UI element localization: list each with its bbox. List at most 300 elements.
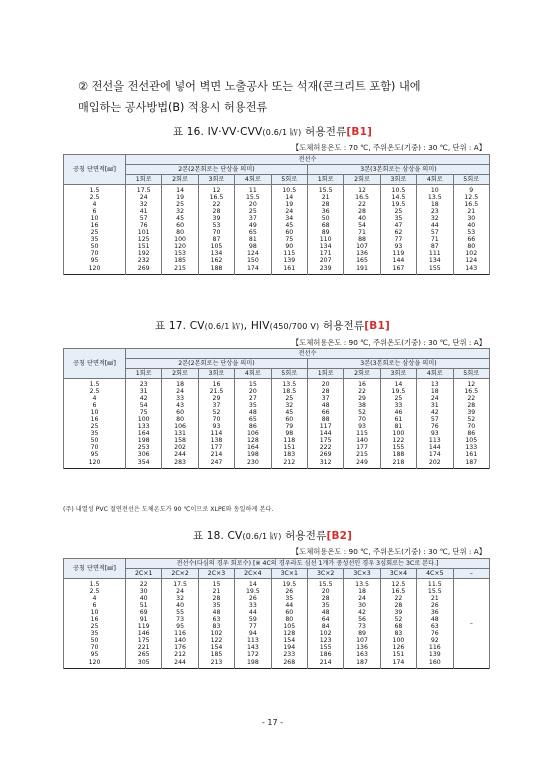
value-cell: 305 (126, 659, 162, 669)
value-cell: 151 (380, 651, 416, 658)
header-circuit: 4회로 (417, 369, 453, 379)
value-cell: 35 (235, 402, 271, 409)
value-cell: 57 (417, 416, 453, 423)
value-cell: 106 (162, 423, 198, 430)
value-cell: 198 (235, 451, 271, 458)
value-cell: 244 (162, 451, 198, 458)
value-cell: 37 (235, 215, 271, 222)
value-cell: 222 (307, 444, 343, 451)
table-16 (63, 154, 490, 275)
value-cell: 20 (307, 588, 343, 595)
value-cell: 22 (126, 579, 162, 589)
value-cell: 22 (344, 388, 380, 395)
value-cell: 28 (344, 208, 380, 215)
value-cell: 18 (162, 379, 198, 389)
table-row (64, 257, 490, 264)
value-cell: 73 (344, 623, 380, 630)
table-row (64, 651, 490, 658)
value-cell: 80 (162, 229, 198, 236)
value-cell: 76 (126, 222, 162, 229)
value-cell: 133 (126, 423, 162, 430)
value-cell: 45 (271, 222, 307, 229)
size-cell: 16 (64, 222, 126, 229)
value-cell: 16.5 (453, 201, 489, 208)
value-cell: 48 (235, 409, 271, 416)
value-cell: 66 (453, 236, 489, 243)
value-cell: 76 (417, 423, 453, 430)
value-cell: 47 (380, 222, 416, 229)
value-cell: 120 (162, 243, 198, 250)
value-cell: 36 (417, 609, 453, 616)
value-cell: 33 (162, 395, 198, 402)
value-cell: 194 (271, 644, 307, 651)
value-cell: 265 (126, 651, 162, 658)
value-cell: 18 (344, 588, 380, 595)
header-circuit: 2회로 (344, 369, 380, 379)
value-cell: 32 (162, 208, 198, 215)
value-cell: 191 (344, 265, 380, 275)
table-row (64, 402, 490, 409)
value-cell: 19.5 (380, 201, 416, 208)
table-row (64, 644, 490, 651)
value-cell: 113 (417, 437, 453, 444)
value-cell: 41 (126, 208, 162, 215)
value-cell: 83 (198, 623, 234, 630)
value-cell: 75 (126, 409, 162, 416)
size-cell: 35 (64, 630, 126, 637)
value-cell: 43 (162, 402, 198, 409)
header-circuit: 3회로 (380, 175, 416, 185)
size-cell: 4 (64, 595, 126, 602)
value-cell: 42 (344, 609, 380, 616)
value-cell: 31 (417, 402, 453, 409)
value-cell: 20 (235, 201, 271, 208)
value-cell: 11.5 (417, 579, 453, 589)
value-cell: 27 (235, 395, 271, 402)
value-cell: 212 (162, 651, 198, 658)
header-circuit: 2C×3 (198, 569, 234, 579)
value-cell: 33 (235, 602, 271, 609)
value-cell: 134 (198, 250, 234, 257)
value-cell: 91 (126, 616, 162, 623)
table-row (64, 616, 490, 623)
value-cell: 154 (198, 644, 234, 651)
value-cell: 161 (453, 451, 489, 458)
value-cell: 139 (417, 651, 453, 658)
value-cell: 139 (271, 257, 307, 264)
size-cell: 1.5 (64, 185, 126, 195)
value-cell: 18 (417, 201, 453, 208)
size-cell: 10 (64, 409, 126, 416)
value-cell: 60 (162, 222, 198, 229)
value-cell: 102 (307, 630, 343, 637)
value-cell: 45 (271, 409, 307, 416)
value-cell: 70 (198, 416, 234, 423)
value-cell: 92 (417, 637, 453, 644)
table-row (64, 215, 490, 222)
value-cell: 163 (344, 651, 380, 658)
value-cell: 21 (307, 194, 343, 201)
value-cell: 161 (271, 265, 307, 275)
value-cell: 88 (344, 236, 380, 243)
table-17-tag: [B1] (364, 320, 390, 332)
value-cell: 48 (307, 402, 343, 409)
value-cell: 73 (162, 616, 198, 623)
value-cell: 20 (235, 388, 271, 395)
value-cell: 12 (453, 379, 489, 389)
value-cell: 306 (126, 451, 162, 458)
value-cell: 45 (162, 215, 198, 222)
value-cell: 175 (126, 637, 162, 644)
value-cell: 57 (417, 229, 453, 236)
table-row (64, 208, 490, 215)
header-circuit: 3C×4 (380, 569, 416, 579)
value-cell: 212 (271, 459, 307, 469)
value-cell: 36 (307, 208, 343, 215)
header-circuit: 5회로 (453, 175, 489, 185)
value-cell: 215 (344, 451, 380, 458)
value-cell: 28 (307, 388, 343, 395)
value-cell: 53 (453, 229, 489, 236)
section-heading (78, 76, 508, 118)
value-cell: 14 (235, 579, 271, 589)
value-cell: 11 (235, 185, 271, 195)
table-row (64, 444, 490, 451)
value-cell: 151 (271, 444, 307, 451)
table-row (64, 423, 490, 430)
value-cell: 12.5 (380, 579, 416, 589)
value-cell: 105 (271, 623, 307, 630)
value-cell: 81 (235, 236, 271, 243)
value-cell: 14 (271, 194, 307, 201)
size-cell: 95 (64, 651, 126, 658)
value-cell: 15.5 (307, 185, 343, 195)
value-cell: 33 (380, 402, 416, 409)
value-cell: 10 (417, 185, 453, 195)
value-cell: 185 (198, 651, 234, 658)
value-cell: 105 (198, 243, 234, 250)
value-cell: 12 (344, 185, 380, 195)
size-cell: 70 (64, 250, 126, 257)
header-group-a: 2본(2본회로는 단상을 의미) (126, 165, 308, 175)
value-cell: 15.5 (417, 588, 453, 595)
value-cell: 187 (453, 459, 489, 469)
value-cell: 122 (380, 437, 416, 444)
value-cell: 89 (307, 229, 343, 236)
value-cell: 70 (453, 423, 489, 430)
value-cell: 192 (126, 250, 162, 257)
value-cell: 40 (162, 602, 198, 609)
value-cell: 143 (235, 644, 271, 651)
value-cell: 140 (344, 437, 380, 444)
value-cell: 63 (198, 616, 234, 623)
value-cell: 56 (344, 616, 380, 623)
value-cell: 17.5 (162, 579, 198, 589)
table-row (64, 229, 490, 236)
value-cell: 94 (235, 630, 271, 637)
size-cell: 2.5 (64, 588, 126, 595)
value-cell: 26 (271, 588, 307, 595)
value-cell: 128 (235, 437, 271, 444)
size-cell: 25 (64, 623, 126, 630)
value-cell: 24 (126, 194, 162, 201)
value-cell: 14.5 (380, 194, 416, 201)
value-cell: 44 (235, 609, 271, 616)
value-cell: 22 (198, 201, 234, 208)
value-cell: 35 (380, 215, 416, 222)
value-cell: 164 (126, 430, 162, 437)
value-cell: 29 (198, 395, 234, 402)
value-cell: 125 (126, 236, 162, 243)
value-cell: 83 (380, 630, 416, 637)
value-cell: 198 (235, 659, 271, 669)
value-cell: 172 (235, 651, 271, 658)
value-cell: 61 (380, 416, 416, 423)
dash-cell: – (453, 579, 489, 669)
value-cell: 177 (344, 444, 380, 451)
value-cell: 25 (162, 201, 198, 208)
size-cell: 2.5 (64, 194, 126, 201)
table-row (64, 416, 490, 423)
size-cell: 16 (64, 616, 126, 623)
value-cell: 102 (198, 630, 234, 637)
value-cell: 60 (271, 609, 307, 616)
value-cell: 77 (380, 236, 416, 243)
value-cell: 89 (344, 630, 380, 637)
value-cell: 215 (162, 265, 198, 275)
header-circuit: – (453, 569, 489, 579)
value-cell: 113 (235, 637, 271, 644)
header-circuit: 3C×2 (307, 569, 343, 579)
size-cell: 95 (64, 451, 126, 458)
value-cell: 60 (162, 409, 198, 416)
value-cell: 119 (126, 623, 162, 630)
value-cell: 37 (198, 402, 234, 409)
value-cell: 144 (307, 430, 343, 437)
value-cell: 174 (235, 265, 271, 275)
value-cell: 28 (453, 402, 489, 409)
value-cell: 269 (307, 451, 343, 458)
table-row (64, 430, 490, 437)
value-cell: 95 (162, 623, 198, 630)
value-cell: 49 (235, 222, 271, 229)
header-group-a: 2본(2본회로는 단상을 의미) (126, 359, 308, 369)
header-circuit: 2회로 (162, 369, 198, 379)
value-cell: 146 (126, 630, 162, 637)
value-cell: 79 (271, 423, 307, 430)
table-18 (63, 558, 490, 669)
value-cell: 174 (380, 659, 416, 669)
size-cell: 50 (64, 637, 126, 644)
value-cell: 100 (126, 416, 162, 423)
table-row (64, 437, 490, 444)
size-cell: 25 (64, 229, 126, 236)
value-cell: 34 (271, 215, 307, 222)
value-cell: 14 (380, 379, 416, 389)
value-cell: 37 (307, 395, 343, 402)
value-cell: 16.5 (344, 194, 380, 201)
value-cell: 19.5 (271, 579, 307, 589)
value-cell: 19 (271, 201, 307, 208)
value-cell: 144 (380, 257, 416, 264)
table-row (64, 659, 490, 669)
value-cell: 35 (271, 595, 307, 602)
table-18-caption: 표 18. CV(0.6/1 ㎸) 허용전류[B2] (192, 530, 353, 542)
value-cell: 29 (344, 395, 380, 402)
value-cell: 198 (126, 437, 162, 444)
value-cell: 42 (126, 395, 162, 402)
value-cell: 98 (271, 430, 307, 437)
value-cell: 102 (453, 250, 489, 257)
value-cell: 77 (235, 623, 271, 630)
value-cell: 136 (344, 644, 380, 651)
value-cell: 54 (344, 222, 380, 229)
value-cell: 144 (417, 444, 453, 451)
size-cell: 4 (64, 201, 126, 208)
value-cell: 247 (198, 459, 234, 469)
value-cell: 93 (417, 430, 453, 437)
table-row (64, 395, 490, 402)
value-cell: 171 (307, 250, 343, 257)
table-17 (63, 348, 490, 469)
value-cell: 87 (198, 236, 234, 243)
header-circuit: 3회로 (198, 369, 234, 379)
value-cell: 32 (417, 215, 453, 222)
size-cell: 6 (64, 602, 126, 609)
size-cell: 120 (64, 459, 126, 469)
value-cell: 80 (271, 616, 307, 623)
size-cell: 2.5 (64, 388, 126, 395)
value-cell: 155 (307, 644, 343, 651)
value-cell: 111 (417, 250, 453, 257)
header-circuit: 4C×5 (417, 569, 453, 579)
header-circuit: 2회로 (344, 175, 380, 185)
value-cell: 253 (126, 444, 162, 451)
value-cell: 10.5 (380, 185, 416, 195)
size-cell: 35 (64, 236, 126, 243)
value-cell: 28 (307, 595, 343, 602)
value-cell: 183 (271, 451, 307, 458)
value-cell: 80 (453, 243, 489, 250)
value-cell: 51 (126, 602, 162, 609)
value-cell: 69 (126, 609, 162, 616)
header-group-b: 3본(3본회로는 삼상을 의미) (307, 165, 489, 175)
value-cell: 38 (344, 402, 380, 409)
value-cell: 63 (417, 623, 453, 630)
value-cell: 28 (198, 595, 234, 602)
value-cell: 202 (162, 444, 198, 451)
table-row (64, 630, 490, 637)
value-cell: 116 (162, 630, 198, 637)
value-cell: 107 (344, 243, 380, 250)
value-cell: 16.5 (453, 388, 489, 395)
value-cell: 60 (271, 229, 307, 236)
value-cell: 23 (126, 379, 162, 389)
value-cell: 155 (380, 444, 416, 451)
value-cell: 354 (126, 459, 162, 469)
value-cell: 15.5 (307, 579, 343, 589)
header-circuit: 5회로 (271, 369, 307, 379)
value-cell: 230 (235, 459, 271, 469)
value-cell: 269 (126, 265, 162, 275)
value-cell: 26 (417, 602, 453, 609)
header-size: 공칭 단면적[㎟] (64, 349, 126, 379)
value-cell: 48 (417, 616, 453, 623)
size-cell: 35 (64, 430, 126, 437)
value-cell: 28 (307, 201, 343, 208)
value-cell: 154 (271, 637, 307, 644)
header-circuit: 2C×1 (126, 569, 162, 579)
value-cell: 23 (417, 208, 453, 215)
page-number: - 17 - (261, 718, 284, 727)
value-cell: 70 (344, 416, 380, 423)
value-cell: 214 (307, 659, 343, 669)
value-cell: 133 (453, 444, 489, 451)
value-cell: 25 (380, 395, 416, 402)
value-cell: 86 (453, 430, 489, 437)
value-cell: 39 (198, 215, 234, 222)
header-circuit: 2C×4 (235, 569, 271, 579)
value-cell: 164 (235, 444, 271, 451)
header-circuit: 3C×3 (344, 569, 380, 579)
table-16-caption: 표 16. IV·VV·CVV(0.6/1 ㎸) 허용전류[B1] (172, 126, 373, 138)
value-cell: 155 (417, 265, 453, 275)
value-cell: 188 (198, 265, 234, 275)
value-cell: 21.5 (198, 388, 234, 395)
value-cell: 32 (271, 402, 307, 409)
value-cell: 90 (271, 243, 307, 250)
value-cell: 153 (162, 250, 198, 257)
value-cell: 52 (453, 416, 489, 423)
value-cell: 52 (198, 409, 234, 416)
table-18-tag: [B2] (326, 530, 353, 542)
value-cell: 283 (162, 459, 198, 469)
value-cell: 44 (417, 222, 453, 229)
value-cell: 16.5 (380, 588, 416, 595)
value-cell: 16 (198, 379, 234, 389)
value-cell: 55 (162, 609, 198, 616)
table-row (64, 409, 490, 416)
table-row (64, 201, 490, 208)
value-cell: 17.5 (126, 185, 162, 195)
value-cell: 177 (198, 444, 234, 451)
value-cell: 75 (271, 236, 307, 243)
value-cell: 128 (271, 630, 307, 637)
header-circuit: 1회로 (126, 175, 162, 185)
value-cell: 84 (307, 623, 343, 630)
value-cell: 239 (307, 265, 343, 275)
table-row (64, 595, 490, 602)
value-cell: 42 (417, 409, 453, 416)
header-size: 공칭 단면적[㎟] (64, 155, 126, 185)
table-row (64, 250, 490, 257)
header-group: 전선수(다심의 경우 회로수) [※ 4C의 경우라도 심선 1개가 중성선인 경우 3심회로는 3C로 본다.] (126, 559, 490, 569)
value-cell: 62 (380, 229, 416, 236)
value-cell: 24 (162, 388, 198, 395)
value-cell: 115 (271, 250, 307, 257)
size-cell: 70 (64, 444, 126, 451)
value-cell: 134 (417, 257, 453, 264)
value-cell: 124 (453, 257, 489, 264)
value-cell: 22 (453, 395, 489, 402)
value-cell: 93 (380, 243, 416, 250)
value-cell: 186 (307, 651, 343, 658)
value-cell: 207 (307, 257, 343, 264)
value-cell: 68 (307, 222, 343, 229)
value-cell: 25 (271, 395, 307, 402)
value-cell: 140 (162, 637, 198, 644)
header-circuit: 3C×1 (271, 569, 307, 579)
